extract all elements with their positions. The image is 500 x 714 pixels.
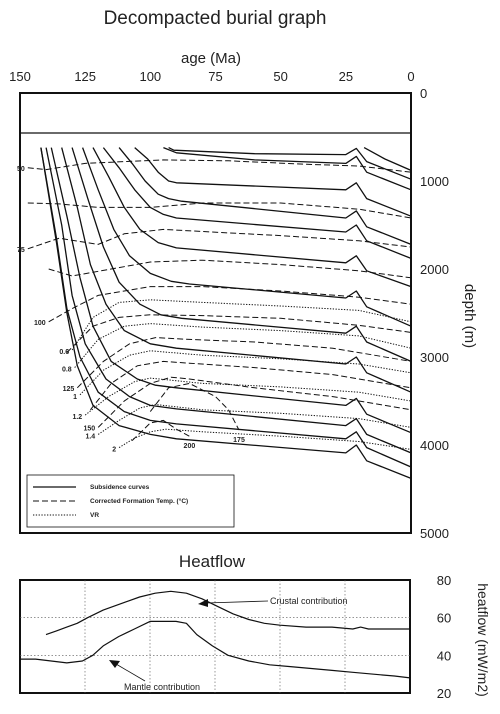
temperature-label-2: 75: [17, 246, 25, 254]
age-tick-1: 125: [74, 69, 97, 84]
age-tick-5: 25: [338, 69, 354, 84]
age-tick-2: 100: [139, 69, 162, 84]
subsidence-curve-10: [135, 148, 411, 217]
heatflow-tick-3: 80: [436, 573, 452, 588]
vr-label-0: 0.6: [59, 349, 70, 356]
legend: [27, 475, 234, 527]
age-tick-labels: [9, 69, 414, 84]
depth-tick-labels: [420, 86, 449, 541]
heatflow-gridlines: [20, 580, 410, 693]
subsidence-curve-6: [83, 148, 411, 327]
legend-label-temperature: Corrected Formation Temp. (°C): [90, 498, 189, 505]
depth-tick-2: 2000: [420, 262, 449, 277]
subsidence-curve-3: [51, 148, 411, 433]
depth-tick-3: 3000: [420, 350, 449, 365]
heatflow-tick-2: 60: [436, 610, 452, 626]
legend-label-vr: VR: [90, 512, 100, 519]
temperature-label-9: 200: [183, 443, 196, 451]
mantle-contribution-label: Mantle contribution: [124, 682, 201, 692]
mantle-annotation-leader: [116, 664, 145, 681]
vr-label-2: 1: [73, 393, 77, 401]
temperature-label-0: 50: [17, 165, 25, 173]
age-tick-3: 75: [208, 69, 223, 84]
age-tick-6: 0: [407, 69, 415, 84]
temperature-label-8: 150: [83, 425, 96, 433]
vr-curve-1: [75, 324, 411, 368]
depth-tick-4: 4000: [420, 438, 449, 453]
depth-tick-1: 1000: [420, 174, 449, 189]
heatflow-tick-0: 20: [436, 686, 452, 701]
crustal-contribution-label: Crustal contribution: [270, 596, 348, 606]
main-chart-title: Decompacted burial graph: [103, 8, 327, 29]
temperature-curve-2: [28, 229, 411, 248]
heatflow-axis-label: heatflow (mW/m2): [475, 583, 491, 697]
vr-label-3: 1.2: [72, 414, 83, 422]
vr-curve-3: [85, 378, 411, 415]
mantle-annotation-arrowhead: [109, 660, 120, 668]
heatflow-tick-labels: [437, 573, 451, 701]
temperature-label-4: 100: [34, 319, 46, 327]
legend-label-subsidence: Subsidence curves: [90, 484, 150, 491]
depth-axis-label: depth (m): [461, 283, 478, 349]
depth-tick-0: 0: [420, 86, 428, 101]
age-axis-label: age (Ma): [180, 50, 242, 67]
heatflow-series-0: [46, 591, 410, 634]
depth-tick-5: 5000: [420, 526, 449, 541]
heatflow-tick-1: 40: [436, 648, 452, 664]
crustal-annotation-arrowhead: [198, 599, 208, 607]
age-tick-4: 50: [273, 69, 288, 84]
vr-curve-2: [80, 351, 411, 395]
vr-label-1: 0.8: [61, 366, 72, 374]
vr-curve-0: [72, 300, 411, 350]
vr-label-5: 2: [112, 446, 117, 454]
temperature-curve-3: [49, 260, 411, 278]
heatflow-chart-title: Heatflow: [178, 552, 246, 571]
age-tick-0: 150: [9, 69, 31, 84]
vr-label-4: 1.4: [85, 433, 96, 441]
temperature-curve-6: [77, 338, 411, 388]
temperature-label-6: 125: [62, 385, 75, 393]
subsidence-curve-2: [46, 148, 411, 453]
temperature-label-10: 175: [233, 437, 245, 444]
temperature-curve-5: [67, 315, 411, 353]
temperature-curve-0: [28, 160, 411, 172]
